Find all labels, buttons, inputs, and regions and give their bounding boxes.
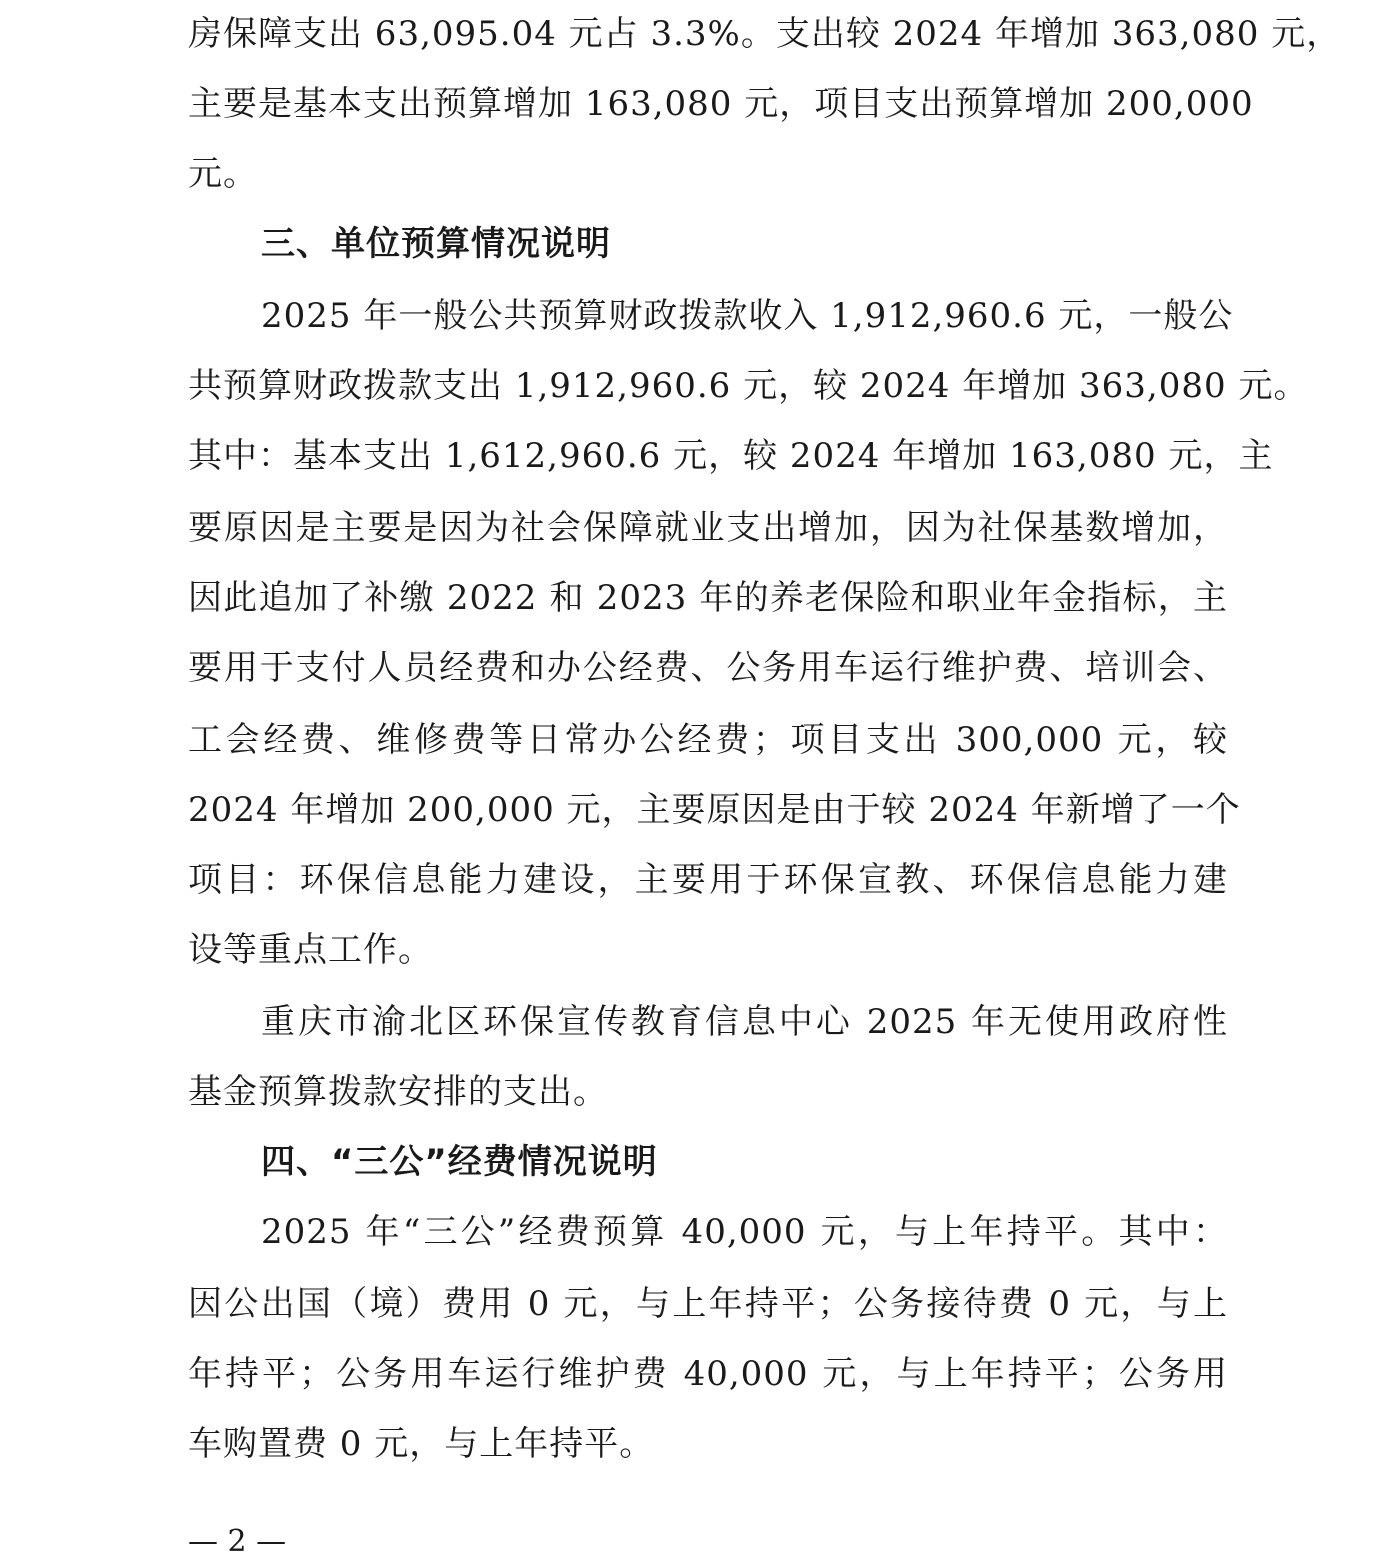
section-3-para1-line-6: 要用于支付人员经费和办公经费、公务用车运行维护费、培训会、 bbox=[188, 648, 1228, 688]
section-3-para1-line-5: 因此追加了补缴 2022 和 2023 年的养老保险和职业年金指标，主 bbox=[188, 578, 1228, 618]
intro-line-3: 元。 bbox=[188, 154, 258, 194]
section-3-para1-line-1: 2025 年一般公共预算财政拨款收入 1,912,960.6 元，一般公 bbox=[261, 296, 1234, 336]
section-3-para1-line-3: 其中：基本支出 1,612,960.6 元，较 2024 年增加 163,080 元，主 bbox=[188, 436, 1274, 476]
section-3-para2-line-1: 重庆市渝北区环保宣传教育信息中心 2025 年无使用政府性 bbox=[261, 1002, 1228, 1042]
section-4-para1-line-4: 车购置费 0 元，与上年持平。 bbox=[188, 1424, 655, 1464]
section-3-para1-line-2: 共预算财政拨款支出 1,912,960.6 元，较 2024 年增加 363,080 元。 bbox=[188, 366, 1309, 406]
section-3-para1-line-4: 要原因是主要是因为社会保障就业支出增加，因为社保基数增加， bbox=[188, 508, 1228, 548]
section-3-heading: 三、单位预算情况说明 bbox=[261, 224, 611, 264]
intro-line-2: 主要是基本支出预算增加 163,080 元，项目支出预算增加 200,000 bbox=[188, 84, 1254, 124]
section-4-para1-line-3: 年持平；公务用车运行维护费 40,000 元，与上年持平；公务用 bbox=[188, 1354, 1228, 1394]
section-3-para1-line-10: 设等重点工作。 bbox=[188, 930, 433, 970]
section-3-para1-line-7: 工会经费、维修费等日常办公经费；项目支出 300,000 元，较 bbox=[188, 720, 1228, 760]
document-page bbox=[188, 0, 1342, 1559]
section-3-para2-line-2: 基金预算拨款安排的支出。 bbox=[188, 1072, 608, 1112]
section-4-para1-line-1: 2025 年“三公”经费预算 40,000 元，与上年持平。其中： bbox=[261, 1212, 1228, 1252]
page-number: — 2 — bbox=[188, 1524, 287, 1559]
section-3-para1-line-9: 项目：环保信息能力建设，主要用于环保宣教、环保信息能力建 bbox=[188, 860, 1228, 900]
section-3-para1-line-8: 2024 年增加 200,000 元，主要原因是由于较 2024 年新增了一个 bbox=[188, 790, 1241, 830]
section-4-heading: 四、“三公”经费情况说明 bbox=[261, 1142, 658, 1182]
section-4-para1-line-2: 因公出国（境）费用 0 元，与上年持平；公务接待费 0 元，与上 bbox=[188, 1284, 1228, 1324]
intro-line-1: 房保障支出 63,095.04 元占 3.3%。支出较 2024 年增加 363,080 元， bbox=[188, 14, 1342, 54]
